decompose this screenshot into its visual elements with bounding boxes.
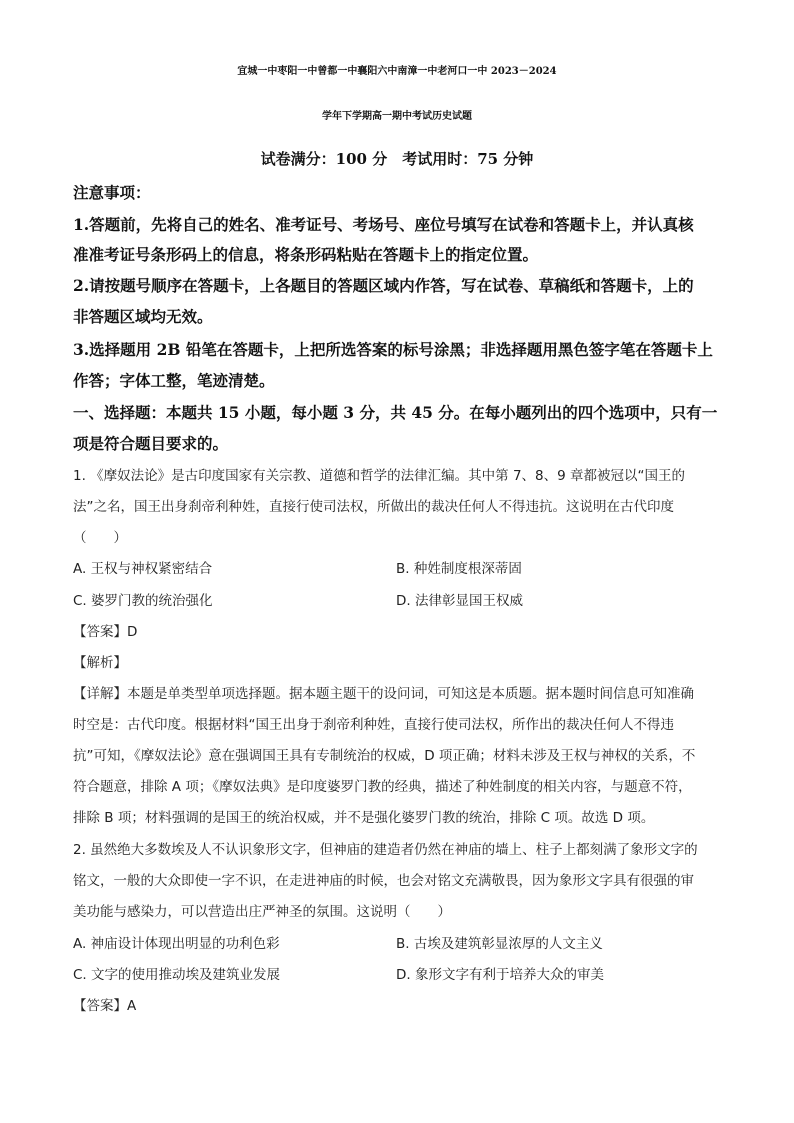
q2-option-d: D. 象形文字有利于培养大众的审美 — [396, 967, 604, 983]
q1-detail-line5: 排除 B 项；材料强调的是国王的统治权威，并不是强化婆罗门教的统治，排除 C 项。故选 D 项。 — [73, 810, 655, 826]
q2-stem-line2: 铭文，一般的大众即使一字不识，在走进神庙的时候，也会对铭文充满敬畏，因为象形文字具有很强的审 — [73, 873, 694, 889]
q1-stem-line2: 法”之名，国王出身刹帝利种姓，直接行使司法权，所做出的裁决任何人不得违抗。这说明在古代印度 — [73, 499, 674, 515]
q1-answer: 【答案】D — [73, 624, 138, 640]
note-1-line1: 1.答题前，先将自己的姓名、准考证号、考场号、座位号填写在试卷和答题卡上，并认真核 — [73, 215, 694, 234]
section-1-heading-line1: 一、选择题：本题共 15 小题，每小题 3 分，共 45 分。在每小题列出的四个选项中，只有一 — [73, 403, 718, 422]
q1-detail-line1: 【详解】本题是单类型单项选择题。据本题主题干的设问词，可知这是本质题。据本题时间信息可知准确 — [73, 686, 694, 702]
notes-heading: 注意事项： — [73, 183, 151, 202]
q1-detail-line2: 时空是：古代印度。根据材料“国王出身于刹帝利种姓，直接行使司法权，所作出的裁决任何人不得违 — [73, 717, 674, 733]
note-2-line2: 非答题区域均无效。 — [73, 307, 213, 326]
q2-option-a: A. 神庙设计体现出明显的功利色彩 — [73, 936, 280, 952]
exam-title-line1: 宜城一中枣阳一中曾都一中襄阳六中南漳一中老河口一中 2023－2024 — [237, 66, 557, 77]
note-3-line1: 3.选择题用 2B 铅笔在答题卡，上把所选答案的标号涂黑；非选择题用黑色签字笔在答题卡上 — [73, 340, 713, 359]
section-1-heading-line2: 项是符合题目要求的。 — [73, 434, 229, 453]
q2-stem-line3: 美功能与感染力，可以营造出庄严神圣的氛围。这说明（ ） — [73, 904, 451, 920]
q1-option-d: D. 法律彰显国王权威 — [396, 593, 523, 609]
q1-option-b: B. 种姓制度根深蒂固 — [396, 561, 522, 577]
note-1-line2: 准准考证号条形码上的信息，将条形码粘贴在答题卡上的指定位置。 — [73, 245, 539, 264]
q1-stem-line1: 1. 《摩奴法论》是古印度国家有关宗教、道德和哲学的法律汇编。其中第 7、8、9 章都被冠以“国王的 — [73, 468, 686, 484]
exam-title-line2: 学年下学期高一期中考试历史试题 — [322, 111, 472, 122]
q2-option-c: C. 文字的使用推动埃及建筑业发展 — [73, 967, 281, 983]
q1-analysis-label: 【解析】 — [73, 655, 127, 671]
note-3-line2: 作答；字体工整，笔迹清楚。 — [73, 371, 275, 390]
q1-stem-line3: （ ） — [73, 530, 127, 546]
q1-detail-line3: 抗”可知，《摩奴法论》意在强调国王具有专制统治的权威，D 项正确；材料未涉及王权与神权的关系，不 — [73, 748, 696, 764]
q2-option-b: B. 古埃及建筑彰显浓厚的人文主义 — [396, 936, 603, 952]
q2-answer: 【答案】A — [73, 998, 137, 1014]
q1-option-c: C. 婆罗门教的统治强化 — [73, 593, 213, 609]
q1-option-a: A. 王权与神权紧密结合 — [73, 561, 213, 577]
exam-info: 试卷满分：100 分 考试用时：75 分钟 — [260, 150, 534, 168]
q2-stem-line1: 2. 虽然绝大多数埃及人不认识象形文字，但神庙的建造者仍然在神庙的墙上、柱子上都刻满了象形文字的 — [73, 842, 698, 858]
q1-detail-line4: 符合题意，排除 A 项；《摩奴法典》是印度婆罗门教的经典，描述了种姓制度的相关内容，与题意不符， — [73, 779, 692, 795]
note-2-line1: 2.请按题号顺序在答题卡，上各题目的答题区域内作答，写在试卷、草稿纸和答题卡，上的 — [73, 276, 694, 295]
